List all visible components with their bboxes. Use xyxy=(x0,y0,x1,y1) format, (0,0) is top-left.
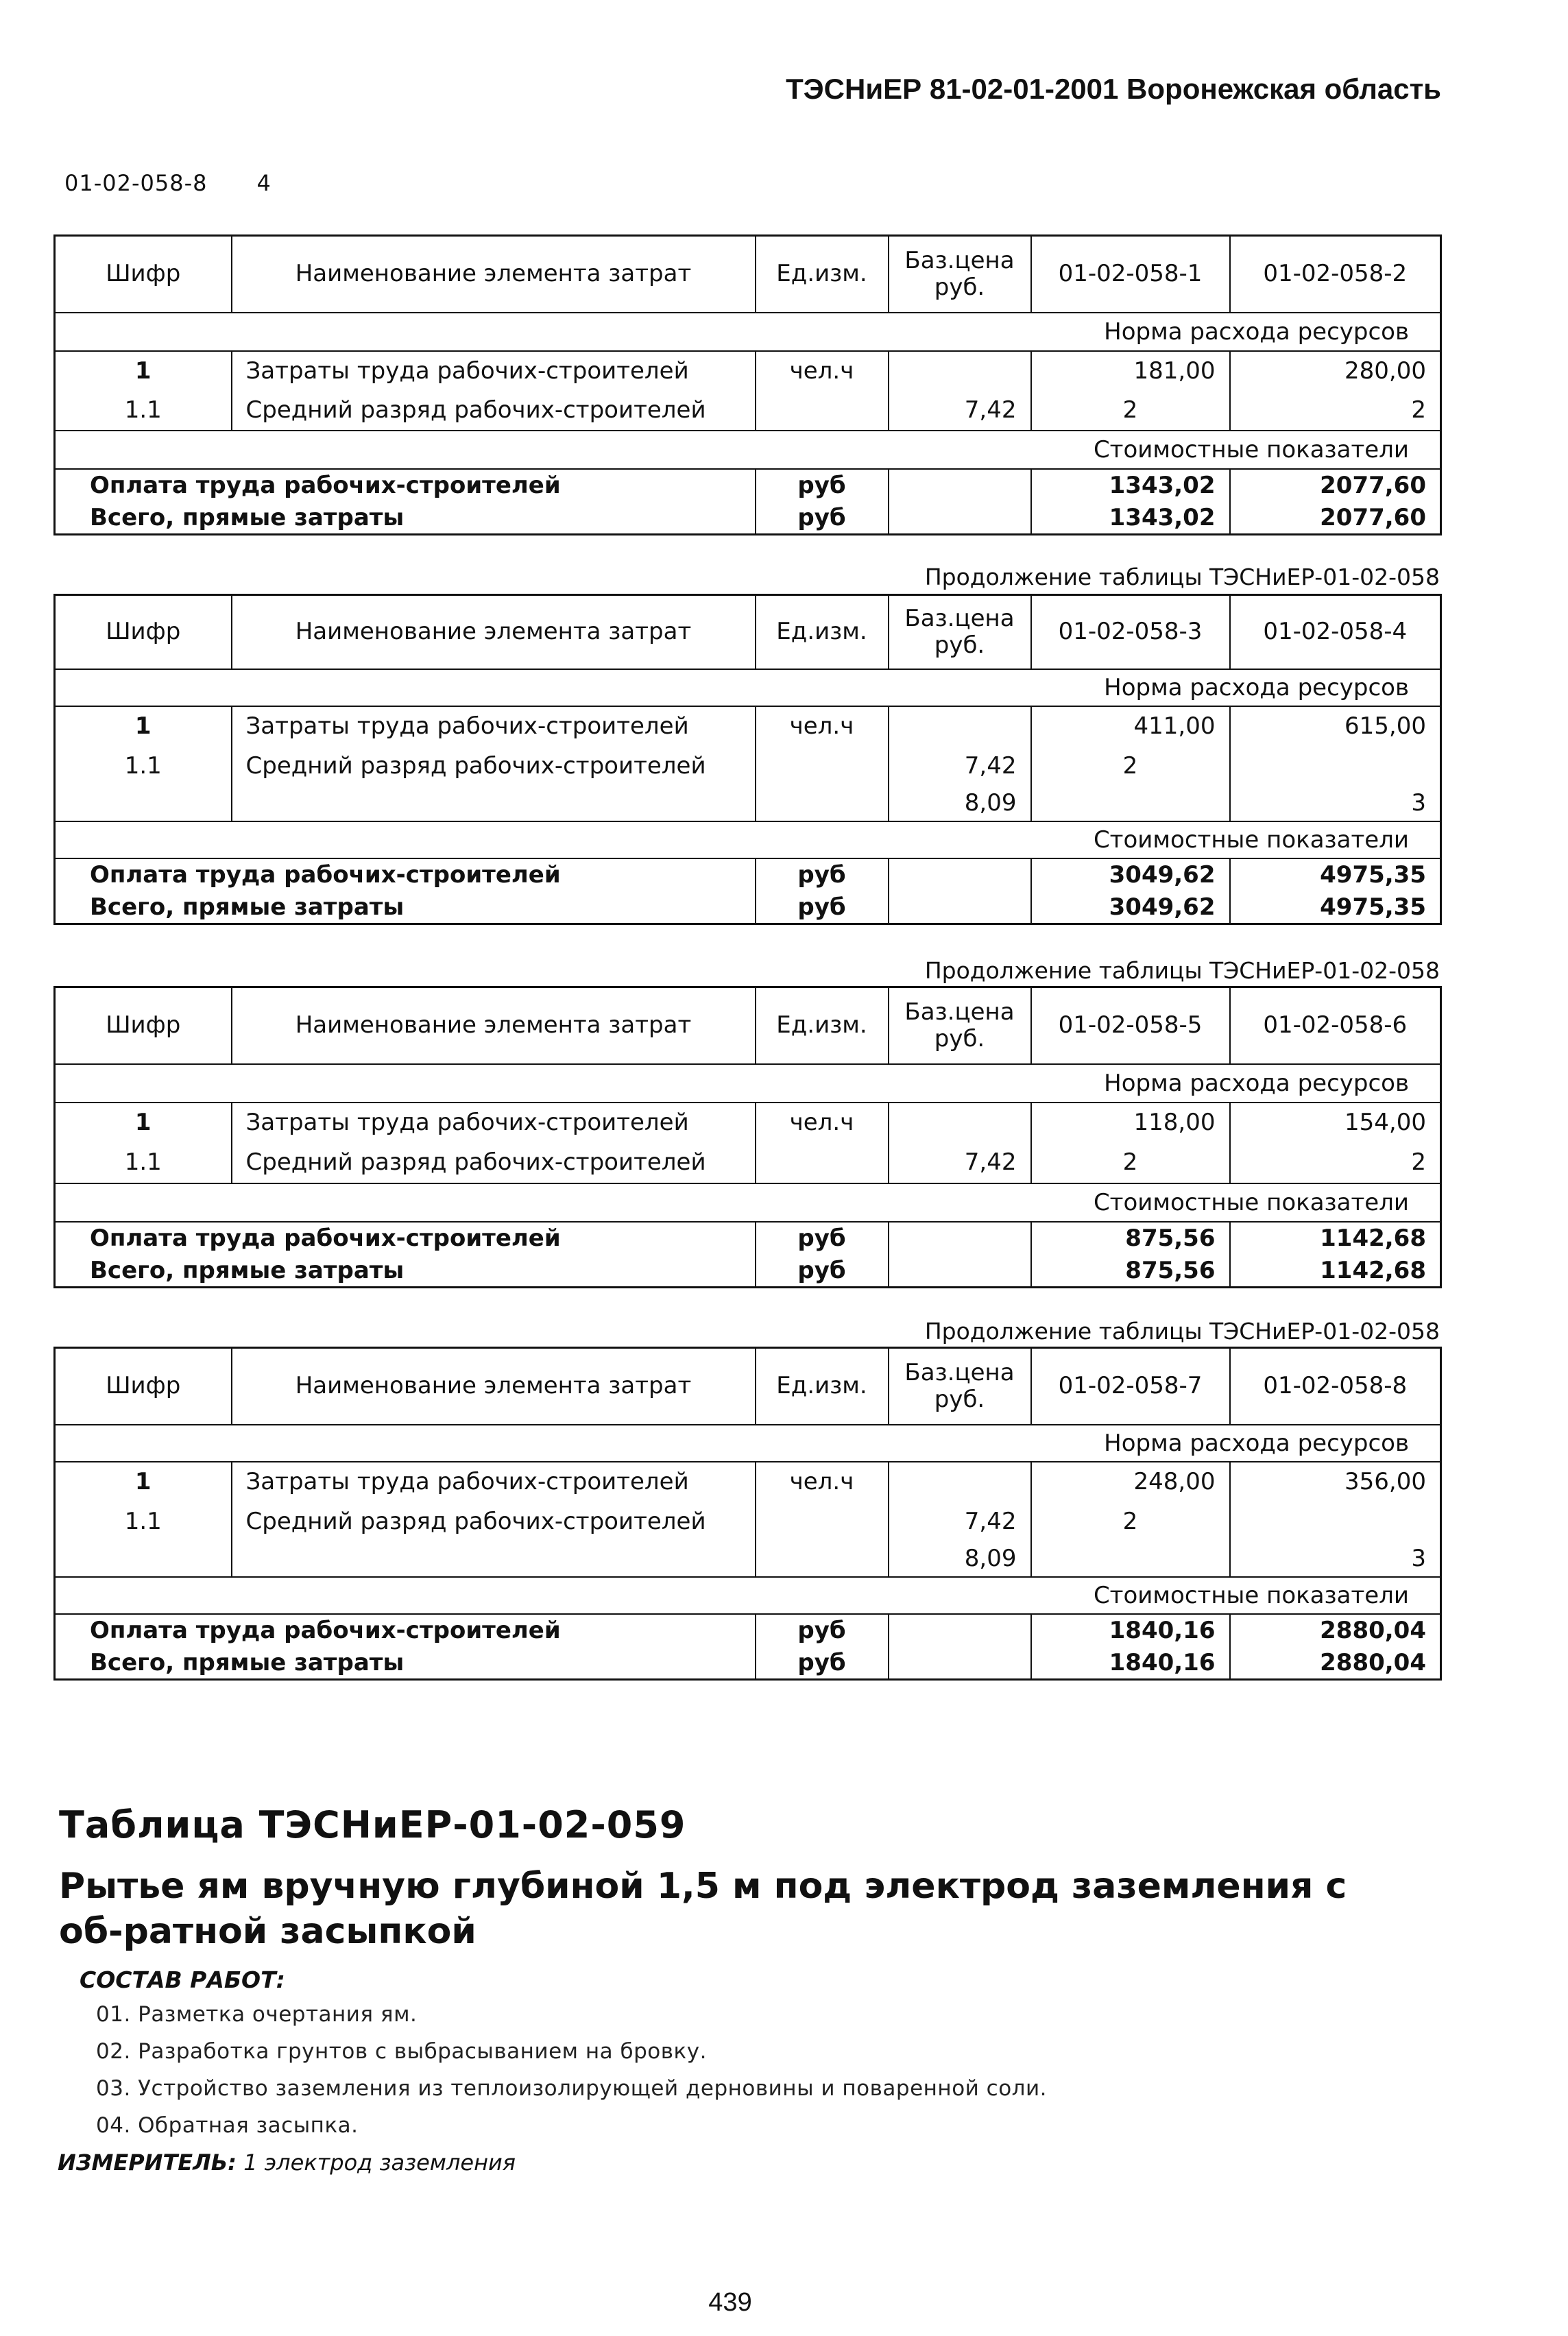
table-row: 1 Затраты труда рабочих-строителей чел.ч 181,00 280,00 xyxy=(55,351,1441,391)
resource-table-2 xyxy=(53,594,1442,925)
col-price: Баз.цена руб. xyxy=(889,236,1031,313)
col-rate-b: 01-02-058-2 xyxy=(1230,236,1441,313)
col-rate-a: 01-02-058-1 xyxy=(1031,236,1230,313)
resource-table-4 xyxy=(53,1347,1442,1681)
measure-label: ИЗМЕРИТЕЛЬ: xyxy=(58,2150,237,2176)
table-row: 1.1 Средний разряд рабочих-строителей 7,42 2 2 xyxy=(55,1142,1441,1183)
cost-row: Всего, прямые затраты руб 1343,02 2077,60 xyxy=(55,502,1441,535)
resource-table-1 xyxy=(53,234,1442,535)
section-stoim: Стоимостные показатели xyxy=(55,821,1441,858)
table-row: 1 Затраты труда рабочих-строителей чел.ч 118,00 154,00 xyxy=(55,1103,1441,1142)
cost-row: Оплата труда рабочих-строителей руб 1343,02 2077,60 xyxy=(55,469,1441,502)
table-title: Таблица ТЭСНиЕР-01-02-059 xyxy=(59,1803,686,1846)
col-name: Наименование элемента затрат xyxy=(232,236,756,313)
work-item: 04. Обратная засыпка. xyxy=(96,2113,359,2138)
continuation-caption: Продолжение таблицы ТЭСНиЕР-01-02-058 xyxy=(924,957,1440,984)
resource-table-3 xyxy=(53,986,1442,1288)
continuation-caption: Продолжение таблицы ТЭСНиЕР-01-02-058 xyxy=(924,564,1440,590)
table-row: 1.1 Средний разряд рабочих-строителей 7,42 2 xyxy=(55,746,1441,786)
table-header: Шифр Наименование элемента затрат Ед.изм. Баз.цена руб. 01-02-058-5 01-02-058-6 xyxy=(55,987,1441,1064)
cost-row: Всего, прямые затраты руб 875,56 1142,68 xyxy=(55,1255,1441,1288)
col-code: Шифр xyxy=(55,236,232,313)
section-norma: Норма расхода ресурсов xyxy=(55,1425,1441,1462)
prefix-code: 01-02-058-8 xyxy=(64,170,208,196)
cost-row: Оплата труда рабочих-строителей руб 875,56 1142,68 xyxy=(55,1222,1441,1255)
cost-row: Всего, прямые затраты руб 1840,16 2880,04 xyxy=(55,1647,1441,1680)
table-subtitle: Рытье ям вручную глубиной 1,5 м под электрод заземления с об-ратной засыпкой xyxy=(59,1866,1347,1953)
table-header: Шифр Наименование элемента затрат Ед.изм. Баз.цена руб. 01-02-058-7 01-02-058-8 xyxy=(55,1348,1441,1425)
running-header: ТЭСНиЕР 81-02-01-2001 Воронежская область xyxy=(786,73,1441,105)
table-header: Шифр Наименование элемента затрат Ед.изм. Баз.цена руб. 01-02-058-3 01-02-058-4 xyxy=(55,595,1441,669)
table-prefix xyxy=(64,170,272,196)
work-item: 01. Разметка очертания ям. xyxy=(96,2002,418,2027)
table-row: 8,09 3 xyxy=(55,1541,1441,1577)
section-stoim: Стоимостные показатели xyxy=(55,1577,1441,1614)
section-stoim: Стоимостные показатели xyxy=(55,1183,1441,1222)
table-header xyxy=(55,236,1441,313)
work-item: 02. Разработка грунтов с выбрасыванием на бровку. xyxy=(96,2039,707,2064)
table-row: 1 Затраты труда рабочих-строителей чел.ч 248,00 356,00 xyxy=(55,1462,1441,1502)
work-composition-label: СОСТАВ РАБОТ: xyxy=(80,1966,285,1993)
section-norma: Норма расхода ресурсов xyxy=(55,313,1441,351)
section-norma: Норма расхода ресурсов xyxy=(55,1064,1441,1103)
table-row: 8,09 3 xyxy=(55,786,1441,821)
table-row: 1 Затраты труда рабочих-строителей чел.ч 411,00 615,00 xyxy=(55,706,1441,746)
measure-unit xyxy=(58,2150,516,2176)
cost-row: Всего, прямые затраты руб 3049,62 4975,35 xyxy=(55,891,1441,924)
table-row: 1.1 Средний разряд рабочих-строителей 7,42 2 2 xyxy=(55,391,1441,431)
continuation-caption: Продолжение таблицы ТЭСНиЕР-01-02-058 xyxy=(924,1318,1440,1345)
cost-row: Оплата труда рабочих-строителей руб 1840,16 2880,04 xyxy=(55,1614,1441,1647)
col-unit: Ед.изм. xyxy=(756,236,889,313)
page-number: 439 xyxy=(708,2288,752,2317)
section-stoim: Стоимостные показатели xyxy=(55,431,1441,469)
cost-row: Оплата труда рабочих-строителей руб 3049,62 4975,35 xyxy=(55,858,1441,891)
section-norma: Норма расхода ресурсов xyxy=(55,669,1441,706)
table-row: 1.1 Средний разряд рабочих-строителей 7,42 2 xyxy=(55,1502,1441,1541)
prefix-number: 4 xyxy=(256,170,272,196)
work-item: 03. Устройство заземления из теплоизолирующей дерновины и поваренной соли. xyxy=(96,2076,1047,2101)
measure-value: 1 электрод заземления xyxy=(243,2150,516,2176)
